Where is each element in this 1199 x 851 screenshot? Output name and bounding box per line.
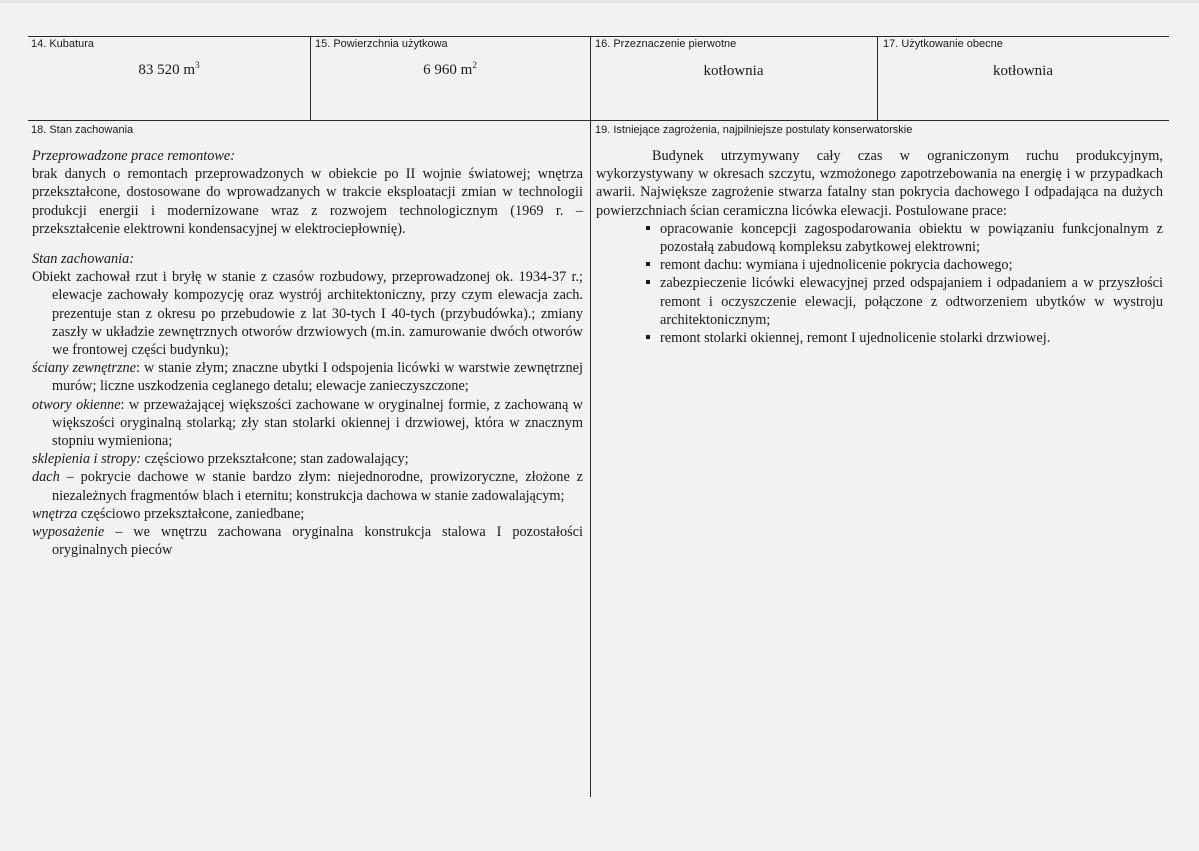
- state-item: [32, 396, 583, 451]
- state-item-term: ściany zewnętrzne: [32, 360, 137, 377]
- state-item-text: – pokrycie dachowe w stanie bardzo złym: niejednorodne, prowizoryczne, złożone z niezależnych fragmentów blach i eternitu; konstrukcja dachowa w stanie zadowalającym;: [52, 469, 583, 504]
- postulate-text: zabezpieczenie licówki elewacyjnej przed odspajaniem i odpadaniem a w przyszłości remont i oczyszczenie elewacji, połączone z odtworzeniem ubytków w wystroju architektonicznym;: [660, 275, 1163, 328]
- section-18-label: 18. Stan zachowania: [31, 124, 134, 136]
- state-item: [32, 359, 583, 395]
- bullet-square-icon: [646, 280, 650, 284]
- state-item-text: w stanie złym; znaczne ubytki I odspojenia licówki w warstwie zewnętrznej murów; liczne uszkodzenia ceglanego detalu; elewacje zanieczyszczone;: [52, 360, 583, 395]
- postulate-item: [646, 274, 1163, 329]
- field-14-value: 83 520 $m^3$: [138, 60, 200, 78]
- field-15-label: 15. Powierzchnia użytkowa: [315, 38, 448, 50]
- works-heading: Przeprowadzone prace remontowe:: [32, 148, 236, 164]
- state-intro: Obiekt zachował rzut i bryłę w stanie z czasów rozbudowy, przeprowadzonej ok. 1934-37 r.; elewacje zachowały kompozycję oraz wystrój architektoniczny, przy czym elewacja zach. prezentuje stan z okresu po przebudowie z lat 30-tych I 40-tych (przybudówka).; zmiany zaszły w układzie zewnętrznych otworów drzwiowych (m.in. zamurowanie dwóch otworów we frontowej części budynku);: [32, 269, 583, 359]
- section-19-content: [596, 147, 1163, 347]
- postulates-list: [596, 220, 1163, 347]
- field-17-value: kotłownia: [993, 63, 1053, 79]
- bullet-square-icon: [646, 335, 650, 339]
- postulate-item: [646, 329, 1163, 347]
- works-text: brak danych o remontach przeprowadzonych w obiekcie po II wojnie światowej; wnętrza przekształcone, dostosowane do wprowadzanych w trakcie eksploatacji zmian w technologii produkcji energii i modernizowane wraz z rozwojem technologicznym (1969 r. – przekształcenie elektrowni kondensacyjnej w elektrociepłownię).: [32, 166, 583, 237]
- section-18-content: [32, 147, 583, 559]
- postulate-text: opracowanie koncepcji zagospodarowania obiektu w powiązaniu funkcjonalnym z pozostałą zabudową kompleksu zabytkowej elektrowni;: [660, 220, 1163, 256]
- field-14-label: 14. Kubatura: [31, 38, 94, 50]
- state-item-term: otwory okienne: [32, 396, 121, 413]
- section-19-label: 19. Istniejące zagrożenia, najpilniejsze postulaty konserwatorskie: [595, 124, 913, 136]
- state-item: [32, 505, 583, 523]
- state-item-text: częściowo przekształcone; stan zadowalający;: [141, 451, 409, 468]
- state-item-separator: :: [120, 396, 125, 413]
- row-divider: [28, 120, 1169, 121]
- state-item: [32, 450, 583, 468]
- field-15-value: 6 960 $m^2$: [423, 60, 477, 78]
- postulate-text: remont stolarki okiennej, remont I ujednolicenie stolarki drzwiowej.: [660, 330, 1051, 347]
- state-items-list: [32, 359, 583, 559]
- threats-paragraph: Budynek utrzymywany cały czas w ograniczonym ruchu produkcyjnym, wykorzystywany w okresach szczytu, wzmożonego zapotrzebowania na energię i w przypadkach awarii. Największe zagrożenie stwarza fatalny stan pokrycia dachowego I odpadająca na dużych powierzchniach ścian ceramiczna licówka elewacji. Postulowane prace:: [596, 148, 1163, 219]
- state-item: [32, 523, 583, 559]
- top-border: [28, 36, 1169, 37]
- state-item-term: wyposażenie: [32, 524, 105, 541]
- state-item-term: dach: [32, 469, 60, 486]
- state-heading: Stan zachowania:: [32, 251, 135, 268]
- state-item: [32, 468, 583, 504]
- column-divider-main: [590, 36, 591, 797]
- bullet-square-icon: [646, 262, 650, 266]
- postulate-item: [646, 256, 1163, 274]
- bullet-square-icon: [646, 226, 650, 230]
- state-item-term: sklepienia i stropy:: [32, 451, 142, 468]
- state-item-term: wnętrza: [32, 505, 78, 522]
- state-item-text: – we wnętrzu zachowana oryginalna konstrukcja stalowa I pozostałości oryginalnych pieców: [52, 524, 583, 559]
- field-16-value: kotłownia: [703, 63, 764, 79]
- field-16-label: 16. Przeznaczenie pierwotne: [595, 38, 737, 50]
- state-item-text: w przeważającej większości zachowane w oryginalnej formie, z zachowaną w większości oryginalną stolarką; zły stan stolarki okiennej i drzwiowej, która w znacznym stopniu wymieniona;: [52, 396, 583, 450]
- field-17-label: 17. Użytkowanie obecne: [883, 38, 1003, 50]
- state-item-separator: :: [136, 360, 141, 377]
- postulate-text: remont dachu: wymiana i ujednolicenie pokrycia dachowego;: [660, 257, 1013, 274]
- postulate-item: [646, 220, 1163, 256]
- state-item-text: częściowo przekształcone, zaniedbane;: [77, 505, 305, 522]
- page-edge: [0, 0, 1199, 3]
